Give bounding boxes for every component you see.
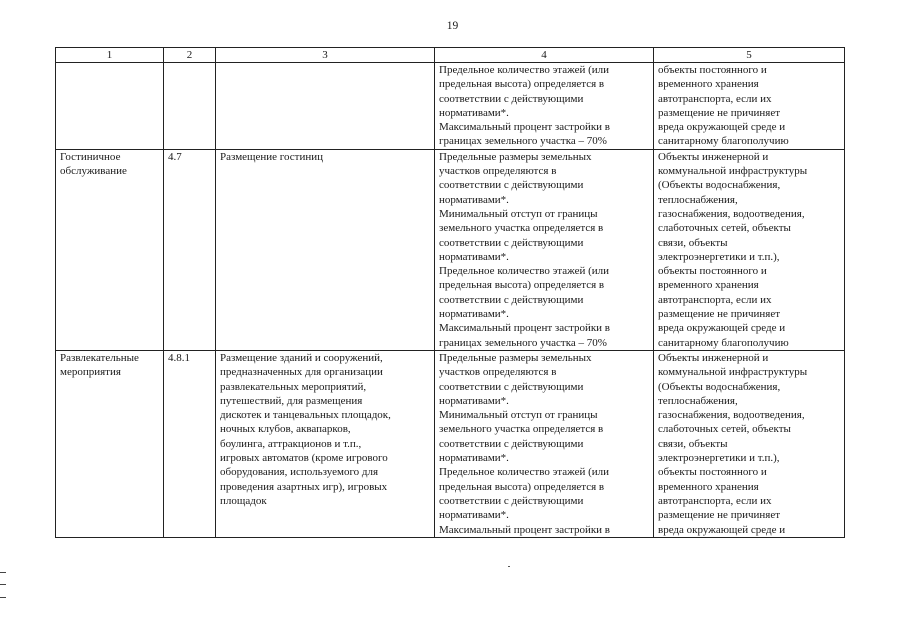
cell-text-line: вреда окружающей среде и [658, 121, 786, 134]
cell-text-line: Объекты инженерной и [658, 150, 769, 163]
cell-text-line: путешествий, для размещения [220, 394, 363, 407]
scan-edge-mark [0, 572, 6, 598]
cell-text-line: Размещение гостиниц [220, 150, 324, 163]
table-row [56, 149, 845, 350]
cell-text-line: санитарному благополучию [658, 336, 789, 349]
column-number: 2 [164, 48, 216, 63]
use-description-cell [216, 149, 435, 350]
cell-text-line: развлекательных мероприятий, [220, 380, 367, 393]
table-row [56, 350, 845, 537]
scan-speck [508, 566, 510, 567]
cell-text-line: соответствии с действующими [439, 293, 584, 306]
allowed-objects-cell [654, 149, 845, 350]
use-code: 4.7 [168, 150, 182, 163]
cell-text-line: газоснабжения, водоотведения, [658, 409, 805, 422]
cell-text-line: коммунальной инфраструктуры [658, 165, 808, 178]
use-name-cell [56, 350, 164, 537]
cell-text-line: электроэнергетики и т.п.), [658, 452, 780, 465]
cell-text-line: проведения азартных игр), игровых [220, 480, 388, 493]
cell-text-line: объекты постоянного и [658, 64, 767, 76]
cell-text-line: Предельные размеры земельных [439, 150, 592, 163]
cell-text-line: Предельное количество этажей (или [439, 466, 610, 479]
cell-text-line: временного хранения [658, 480, 759, 493]
cell-text-line: нормативами*. [439, 193, 509, 206]
column-number: 3 [216, 48, 435, 63]
cell-text-line: автотранспорта, если их [658, 494, 772, 507]
cell-text-line: соответствии с действующими [439, 380, 584, 393]
parameters-cell [435, 149, 654, 350]
cell-text-line: Предельное количество этажей (или [439, 64, 610, 76]
cell-text-line: слаботочных сетей, объекты [658, 222, 791, 235]
parameters-cell [435, 350, 654, 537]
cell-text-line: соответствии с действующими [439, 236, 584, 249]
cell-text-line: коммунальной инфраструктуры [658, 366, 808, 379]
use-code-cell [164, 63, 216, 150]
allowed-objects-cell [654, 350, 845, 537]
cell-text-line: Объекты инженерной и [658, 351, 769, 364]
cell-text-line: нормативами*. [439, 394, 509, 407]
cell-text-line: нормативами*. [439, 106, 509, 119]
cell-text-line: предельная высота) определяется в [439, 78, 605, 91]
cell-text-line: земельного участка определяется в [439, 222, 604, 235]
cell-text-line: Предельное количество этажей (или [439, 265, 610, 278]
cell-text-line: размещение не причиняет [658, 509, 781, 522]
cell-text-line: Максимальный процент застройки в [439, 121, 610, 134]
cell-text-line: ночных клубов, аквапарков, [220, 423, 351, 436]
cell-text-line: Гостиничное [60, 150, 121, 163]
cell-text-line: объекты постоянного и [658, 466, 767, 479]
cell-text-line: Размещение зданий и сооружений, [220, 351, 383, 364]
cell-text-line: нормативами*. [439, 452, 509, 465]
zoning-table [55, 47, 845, 538]
cell-text-line: временного хранения [658, 78, 759, 91]
cell-text-line: Максимальный процент застройки в [439, 523, 610, 536]
cell-text-line: границах земельного участка – 70% [439, 135, 607, 148]
cell-text-line: нормативами*. [439, 308, 509, 321]
cell-text-line: связи, объекты [658, 437, 728, 450]
cell-text-line: санитарному благополучию [658, 135, 789, 148]
cell-text-line: слаботочных сетей, объекты [658, 423, 791, 436]
cell-text-line: предельная высота) определяется в [439, 279, 605, 292]
cell-text-line: границах земельного участка – 70% [439, 336, 607, 349]
column-number: 4 [435, 48, 654, 63]
cell-text-line: размещение не причиняет [658, 106, 781, 119]
page-number: 19 [446, 20, 459, 32]
cell-text-line: дискотек и танцевальных площадок, [220, 409, 391, 422]
cell-text-line: Минимальный отступ от границы [439, 207, 598, 220]
column-number-row [56, 48, 845, 63]
cell-text-line: нормативами*. [439, 250, 509, 263]
use-code: 4.8.1 [168, 351, 190, 364]
cell-text-line: соответствии с действующими [439, 494, 584, 507]
use-code-cell [164, 350, 216, 537]
cell-text-line: (Объекты водоснабжения, [658, 179, 781, 192]
cell-text-line: соответствии с действующими [439, 179, 584, 192]
cell-text-line: газоснабжения, водоотведения, [658, 207, 805, 220]
cell-text-line: предназначенных для организации [220, 366, 383, 379]
cell-text-line: боулинга, аттракционов и т.п., [220, 437, 362, 450]
cell-text-line: автотранспорта, если их [658, 293, 772, 306]
cell-text-line: электроэнергетики и т.п.), [658, 250, 780, 263]
use-name-cell [56, 149, 164, 350]
cell-text-line: автотранспорта, если их [658, 92, 772, 105]
cell-text-line: связи, объекты [658, 236, 728, 249]
column-number: 1 [56, 48, 164, 63]
cell-text-line: теплоснабжения, [658, 394, 738, 407]
cell-text-line: размещение не причиняет [658, 308, 781, 321]
cell-text-line: соответствии с действующими [439, 92, 584, 105]
cell-text-line: вреда окружающей среде и [658, 523, 786, 536]
column-number: 5 [654, 48, 845, 63]
cell-text-line: земельного участка определяется в [439, 423, 604, 436]
use-name-cell [56, 63, 164, 150]
cell-text-line: Минимальный отступ от границы [439, 409, 598, 422]
cell-text-line: временного хранения [658, 279, 759, 292]
cell-text-line: оборудования, используемого для [220, 466, 379, 479]
use-description-cell [216, 350, 435, 537]
allowed-objects-cell [654, 63, 845, 150]
cell-text-line: участков определяются в [439, 165, 557, 178]
parameters-cell [435, 63, 654, 150]
cell-text-line: обслуживание [60, 165, 127, 178]
cell-text-line: (Объекты водоснабжения, [658, 380, 781, 393]
cell-text-line: Максимальный процент застройки в [439, 322, 610, 335]
cell-text-line: нормативами*. [439, 509, 509, 522]
cell-text-line: Развлекательные [60, 351, 139, 364]
cell-text-line: участков определяются в [439, 366, 557, 379]
cell-text-line: мероприятия [60, 366, 121, 379]
table-row [56, 63, 845, 150]
cell-text-line: игровых автоматов (кроме игрового [220, 452, 388, 465]
cell-text-line: теплоснабжения, [658, 193, 738, 206]
cell-text-line: Предельные размеры земельных [439, 351, 592, 364]
cell-text-line: предельная высота) определяется в [439, 480, 605, 493]
cell-text-line: площадок [220, 494, 267, 507]
cell-text-line: вреда окружающей среде и [658, 322, 786, 335]
use-description-cell [216, 63, 435, 150]
use-code-cell [164, 149, 216, 350]
cell-text-line: соответствии с действующими [439, 437, 584, 450]
cell-text-line: объекты постоянного и [658, 265, 767, 278]
